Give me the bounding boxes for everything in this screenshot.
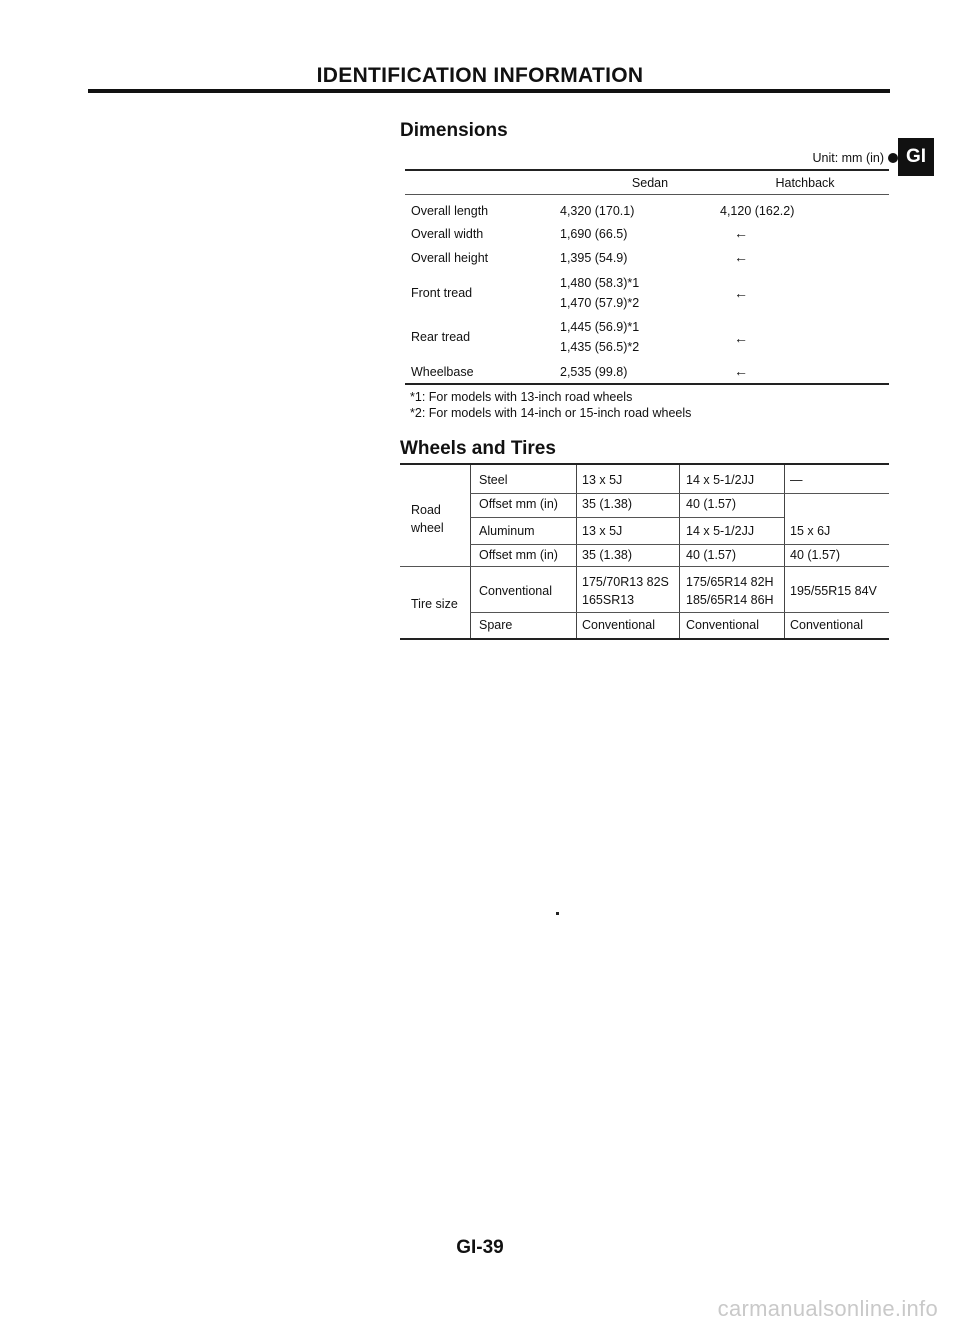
dim-row-label: Front tread — [411, 286, 473, 300]
wheel-cell: 195/55R15 84V — [790, 584, 877, 598]
dim-sedan-value: 1,445 (56.9)*1 — [560, 320, 640, 334]
wheel-cell: 185/65R14 86H — [686, 593, 774, 607]
wheels-title: Wheels and Tires — [400, 438, 556, 459]
page-number: GI-39 — [456, 1237, 504, 1258]
wheel-cell: Conventional — [686, 618, 759, 632]
footnote: *2: For models with 14-inch or 15-inch road wheels — [410, 406, 692, 420]
dim-row-label: Overall length — [411, 204, 489, 218]
dim-sedan-value: 1,435 (56.5)*2 — [560, 340, 640, 354]
wheel-cell: 14 x 5-1/2JJ — [686, 524, 755, 538]
dim-hatchback-same-arrow: ← — [734, 363, 748, 379]
dimensions-top-rule — [405, 169, 889, 171]
table-row-divider — [470, 517, 784, 518]
dimensions-title: Dimensions — [400, 120, 508, 141]
dim-row-label: Overall height — [411, 251, 489, 265]
wheel-cell: 165SR13 — [582, 593, 635, 607]
dim-sedan-value: 1,395 (54.9) — [560, 251, 628, 265]
dim-hatchback-value: 4,120 (162.2) — [720, 204, 795, 218]
wheel-cell: 14 x 5-1/2JJ — [686, 473, 755, 487]
section-tab-dot — [888, 153, 898, 163]
wheels-top-rule — [400, 463, 889, 465]
wheel-cell: 15 x 6J — [790, 524, 831, 538]
page-header-title: IDENTIFICATION INFORMATION — [316, 64, 644, 87]
wheel-row-label: Conventional — [479, 584, 552, 598]
dim-row-label: Rear tread — [411, 330, 471, 344]
group-label-road-wheel: wheel — [411, 521, 444, 535]
dim-sedan-value: 1,470 (57.9)*2 — [560, 296, 640, 310]
wheel-cell: 175/70R13 82S — [582, 575, 669, 589]
dimensions-unit: Unit: mm (in) — [812, 151, 884, 165]
header-rule — [88, 89, 890, 93]
dim-sedan-value: 4,320 (170.1) — [560, 204, 635, 218]
dim-hatchback-same-arrow: ← — [734, 330, 748, 346]
dim-hatchback-same-arrow: ← — [734, 225, 748, 241]
wheel-cell: 13 x 5J — [582, 524, 623, 538]
table-row-divider — [470, 493, 889, 494]
wheel-cell: 175/65R14 82H — [686, 575, 774, 589]
wheel-cell: 40 (1.57) — [686, 497, 737, 511]
wheel-cell: 13 x 5J — [582, 473, 623, 487]
wheel-cell: — — [790, 473, 803, 487]
dim-sedan-value: 1,480 (58.3)*1 — [560, 276, 640, 290]
wheel-row-label: Aluminum — [479, 524, 535, 538]
dim-hatchback-same-arrow: ← — [734, 285, 748, 301]
wheel-row-label: Offset mm (in) — [479, 497, 558, 511]
dim-hatchback-same-arrow: ← — [734, 249, 748, 265]
dim-sedan-value: 1,690 (66.5) — [560, 227, 628, 241]
dimensions-header-rule — [405, 194, 889, 195]
wheel-cell: Conventional — [790, 618, 863, 632]
table-row-divider — [400, 566, 889, 567]
section-tab-gi[interactable]: GI — [898, 138, 934, 176]
watermark-text: carmanualsonline.info — [717, 1296, 938, 1321]
dimensions-col-hatchback: Hatchback — [775, 176, 835, 190]
group-label-tire-size: Tire size — [411, 597, 458, 611]
wheel-cell: 35 (1.38) — [582, 548, 633, 562]
group-label-road-wheel: Road — [411, 503, 441, 517]
scan-speck — [556, 912, 559, 915]
wheel-cell: 35 (1.38) — [582, 497, 633, 511]
dimensions-bottom-rule — [405, 383, 889, 385]
wheel-row-label: Steel — [479, 473, 508, 487]
wheel-row-label: Offset mm (in) — [479, 548, 558, 562]
wheel-row-label: Spare — [479, 618, 513, 632]
dimensions-col-sedan: Sedan — [631, 176, 669, 190]
footnote: *1: For models with 13-inch road wheels — [410, 390, 633, 404]
table-row-divider — [470, 612, 889, 613]
wheel-cell: 40 (1.57) — [686, 548, 737, 562]
table-row-divider — [470, 544, 889, 545]
wheel-cell: 40 (1.57) — [790, 548, 841, 562]
dim-row-label: Overall width — [411, 227, 484, 241]
dim-row-label: Wheelbase — [411, 365, 474, 379]
wheels-bottom-rule — [400, 638, 889, 640]
wheel-cell: Conventional — [582, 618, 655, 632]
dim-sedan-value: 2,535 (99.8) — [560, 365, 628, 379]
